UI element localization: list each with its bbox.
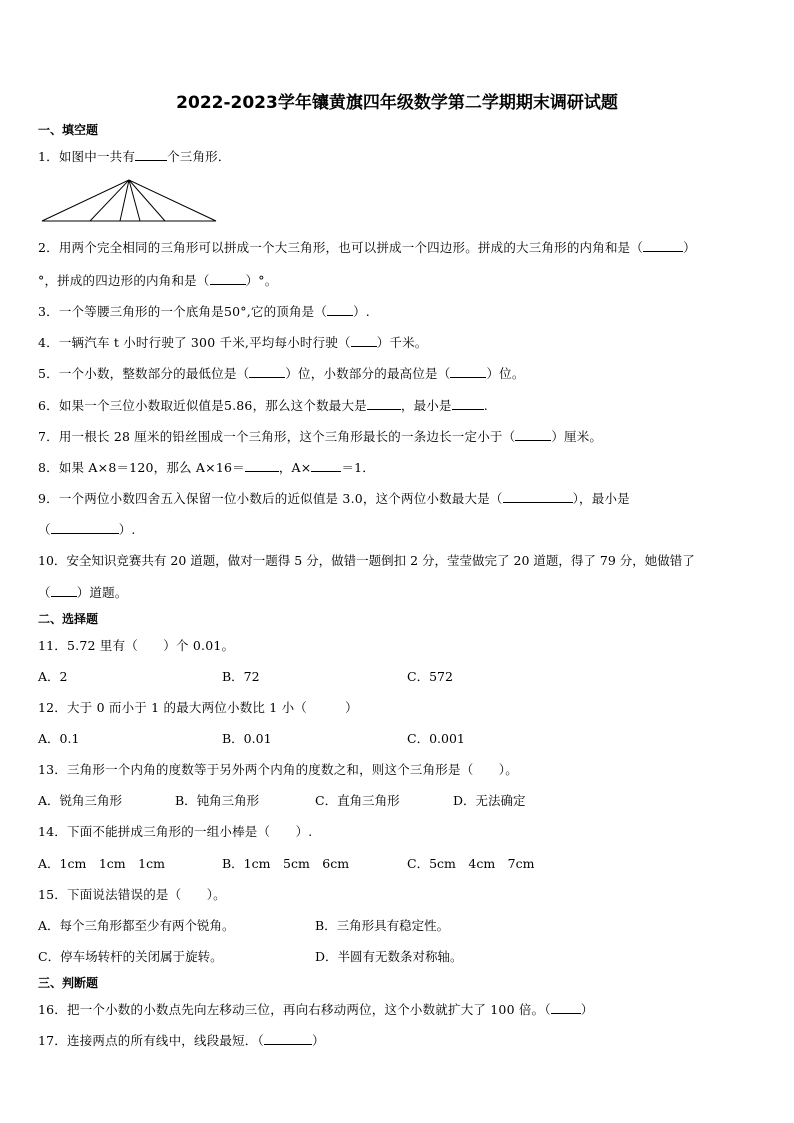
- answer-blank[interactable]: [551, 1002, 581, 1014]
- q5-text-a: 5．一个小数，整数部分的最低位是（: [38, 366, 250, 381]
- answer-blank[interactable]: [450, 366, 486, 378]
- q12-option-b[interactable]: B．0.01: [222, 731, 272, 746]
- answer-blank[interactable]: [503, 491, 573, 503]
- q14-option-c[interactable]: C．5cm 4cm 7cm: [407, 856, 535, 871]
- q17-text-a: 17．连接两点的所有线中，线段最短．（: [38, 1033, 264, 1048]
- q12-option-a[interactable]: A．0.1: [38, 731, 80, 746]
- q11-option-c[interactable]: C．572: [407, 669, 453, 684]
- question-10-cont: [38, 583, 758, 601]
- section-heading-fill-in: 一、填空题: [38, 123, 99, 137]
- question-11: 11．5.72 里有（ ）个 0.01。: [38, 638, 235, 653]
- q8-text-a: 8．如果 A×8＝120，那么 A×16＝: [38, 460, 245, 475]
- q3-text-b: ）.: [353, 304, 370, 319]
- q1-text-b: 个三角形．: [167, 149, 231, 164]
- q13-option-b[interactable]: B．钝角三角形: [175, 793, 260, 808]
- section-heading-choice: 二、选择题: [38, 612, 99, 626]
- inner-line: [90, 180, 129, 221]
- q13-option-a[interactable]: A．锐角三角形: [38, 793, 123, 808]
- q6-text-a: 6．如果一个三位小数取近似值是5.86，那么这个数最大是: [38, 398, 367, 413]
- q10-text-2b: ）道题。: [76, 585, 128, 600]
- q4-text-a: 4．一辆汽车 t 小时行驶了 300 千米,平均每小时行驶（: [38, 335, 351, 350]
- q9-text-2b: ）.: [118, 522, 136, 537]
- q13-option-d[interactable]: D．无法确定: [453, 793, 526, 808]
- section-heading-true-false: 三、判断题: [38, 976, 99, 990]
- answer-blank[interactable]: [367, 398, 401, 410]
- answer-blank[interactable]: [311, 460, 341, 472]
- q9-text-2a: （: [38, 522, 51, 537]
- answer-blank[interactable]: [351, 335, 377, 347]
- question-5: [38, 364, 758, 382]
- q14-option-a[interactable]: A．1cm 1cm 1cm: [38, 856, 165, 871]
- answer-blank[interactable]: [327, 304, 353, 316]
- question-8: [38, 458, 758, 476]
- q2-text-2b: ）°。: [245, 273, 278, 288]
- question-2-cont: [38, 271, 758, 289]
- q2-text-1b: ）: [683, 240, 696, 255]
- q12-option-c[interactable]: C．0.001: [407, 731, 465, 746]
- question-9-cont: [38, 520, 758, 538]
- q11-option-b[interactable]: B．72: [222, 669, 260, 684]
- q8-text-c: ＝1．: [341, 460, 375, 475]
- question-2: [38, 238, 758, 256]
- q3-text-a: 3．一个等腰三角形的一个底角是50°,它的顶角是（: [38, 304, 328, 319]
- question-15: 15．下面说法错误的是（ ）。: [38, 887, 226, 902]
- triangle-figure: [40, 178, 220, 224]
- q2-text-1a: 2．用两个完全相同的三角形可以拼成一个大三角形，也可以拼成一个四边形。拼成的大三角形的内角和是（: [38, 240, 644, 255]
- question-3: [38, 302, 758, 320]
- q15-option-d[interactable]: D．半圆有无数条对称轴。: [315, 949, 463, 964]
- q10-text-2a: （: [38, 585, 51, 600]
- q13-option-c[interactable]: C．直角三角形: [315, 793, 400, 808]
- question-14: 14．下面不能拼成三角形的一组小棒是（ ）.: [38, 824, 313, 839]
- answer-blank[interactable]: [51, 585, 77, 597]
- q16-text-a: 16．把一个小数的小数点先向左移动三位，再向右移动两位，这个小数就扩大了 100 倍。（: [38, 1002, 551, 1017]
- q7-text-a: 7．用一根长 28 厘米的铅丝围成一个三角形，这个三角形最长的一条边长一定小于（: [38, 429, 516, 444]
- q5-text-b: ）位，小数部分的最高位是（: [285, 366, 451, 381]
- answer-blank[interactable]: [135, 149, 167, 161]
- q9-text-1a: 9．一个两位小数四舍五入保留一位小数后的近似值是 3.0，这个两位小数最大是（: [38, 491, 503, 506]
- q2-text-2a: °，拼成的四边形的内角和是（: [38, 273, 210, 288]
- answer-blank[interactable]: [51, 522, 119, 534]
- answer-blank[interactable]: [452, 398, 484, 410]
- question-7: [38, 427, 758, 445]
- q5-text-c: ）位。: [486, 366, 525, 381]
- q15-option-a[interactable]: A．每个三角形都至少有两个锐角。: [38, 918, 235, 933]
- q4-text-b: ）千米。: [376, 335, 428, 350]
- question-6: [38, 396, 758, 414]
- question-12: 12．大于 0 而小于 1 的最大两位小数比 1 小（ ）: [38, 700, 358, 715]
- q8-text-b: ，A×: [278, 460, 312, 475]
- question-13: 13．三角形一个内角的度数等于另外两个内角的度数之和，则这个三角形是（ ）。: [38, 762, 518, 777]
- question-1: [38, 147, 758, 165]
- answer-blank[interactable]: [249, 366, 285, 378]
- q16-text-b: ）: [580, 1002, 594, 1017]
- q9-text-1b: ），最小是: [572, 491, 630, 506]
- q17-text-b: ）: [311, 1033, 325, 1048]
- question-9: [38, 489, 758, 507]
- question-16: [38, 1000, 758, 1018]
- answer-blank[interactable]: [210, 273, 246, 285]
- q7-text-b: ）厘米。: [551, 429, 603, 444]
- q11-option-a[interactable]: A．2: [38, 669, 68, 684]
- answer-blank[interactable]: [245, 460, 279, 472]
- question-17: [38, 1031, 758, 1049]
- q6-text-c: .: [483, 398, 488, 413]
- answer-blank[interactable]: [643, 240, 683, 252]
- q10-text-1: 10．安全知识竞赛共有 20 道题，做对一题得 5 分，做错一题倒扣 2 分，莹莹做完了 20 道题，得了 79 分，她做错了: [38, 553, 695, 568]
- q14-option-b[interactable]: B．1cm 5cm 6cm: [222, 856, 350, 871]
- inner-line: [120, 180, 129, 221]
- q1-text-a: 1．如图中一共有: [38, 149, 136, 164]
- q15-option-c[interactable]: C．停车场转杆的关闭属于旋转。: [38, 949, 223, 964]
- outer-triangle: [42, 180, 216, 221]
- page-title: 2022-2023学年镶黄旗四年级数学第二学期期末调研试题: [176, 93, 618, 113]
- q6-text-b: ，最小是: [400, 398, 452, 413]
- answer-blank[interactable]: [264, 1033, 312, 1045]
- question-4: [38, 333, 758, 351]
- question-10: [38, 551, 758, 569]
- answer-blank[interactable]: [515, 429, 551, 441]
- q15-option-b[interactable]: B．三角形具有稳定性。: [315, 918, 450, 933]
